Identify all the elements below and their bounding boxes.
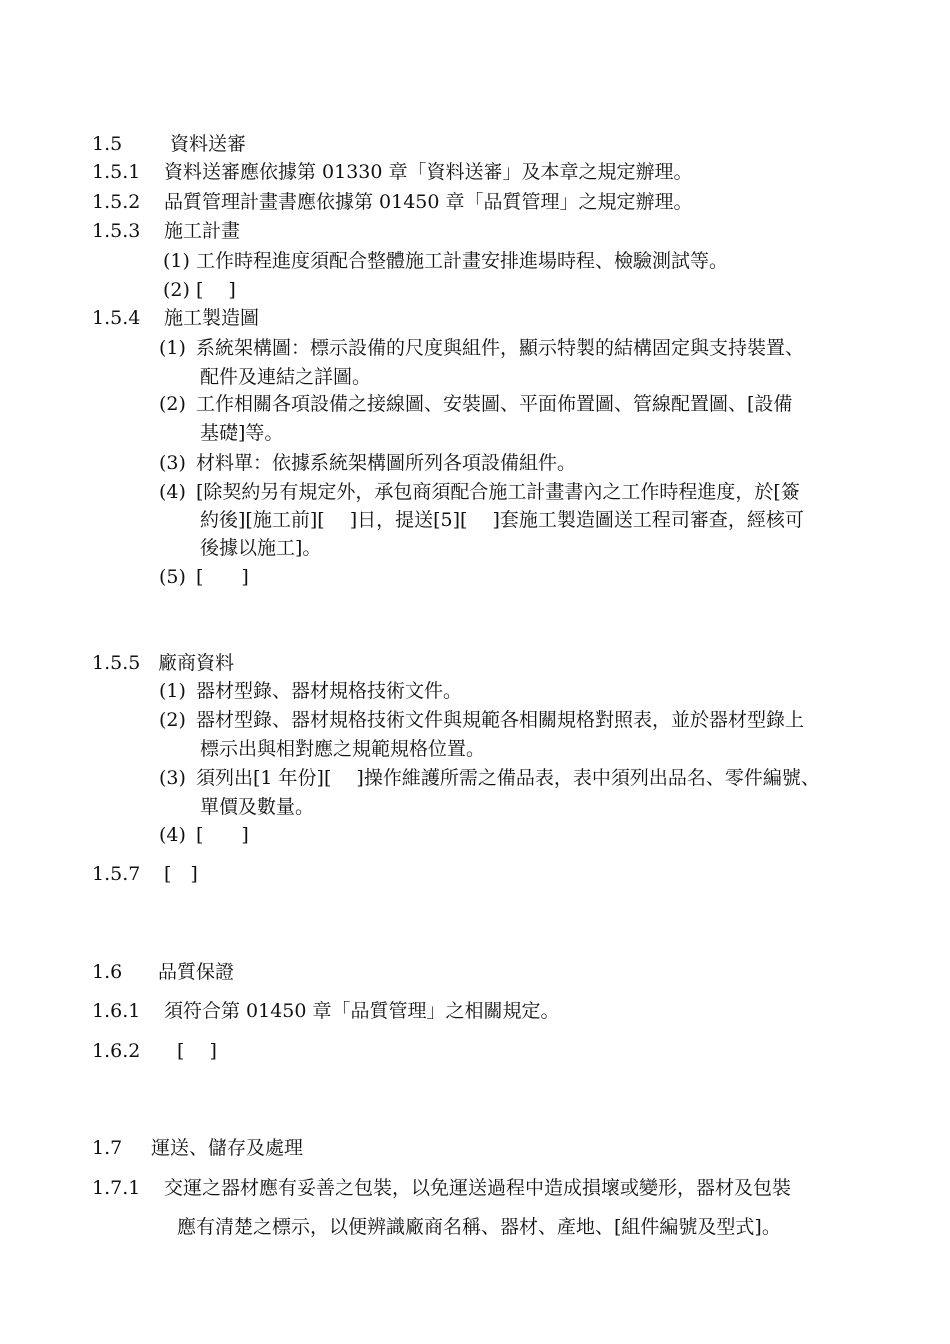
clause-number: 1.6.1 <box>92 1000 141 1022</box>
clause-1-6-1 <box>92 998 560 1024</box>
clause-1-5-5-heading <box>92 650 235 676</box>
clause-text: 資料送審應依據第 01330 章「資料送審」及本章之規定辦理。 <box>164 161 693 183</box>
clause-text: 須符合第 01450 章「品質管理」之相關規定。 <box>164 1000 560 1022</box>
list-item-label: (5) <box>159 566 186 588</box>
clause-1-5-7 <box>92 861 198 887</box>
list-item-label: (3) <box>159 767 186 789</box>
clause-number: 1.5.4 <box>92 307 141 329</box>
list-item <box>159 450 577 476</box>
section-1-5-heading <box>92 131 247 157</box>
list-item <box>159 822 249 848</box>
list-item-text: 系統架構圖：標示設備的尺度與組件，顯示特製的結構固定與支持裝置、 <box>196 337 805 359</box>
list-item-label: (4) <box>159 481 186 503</box>
clause-text-continuation: 應有清楚之標示，以便辨識廠商名稱、器材、產地、[組件編號及型式]。 <box>177 1216 781 1238</box>
list-item-continuation: 單價及數量。 <box>200 796 315 818</box>
list-item-label: (1) <box>159 680 186 702</box>
list-item-text: 須列出[1 年份][ ]操作維護所需之備品表，表中須列出品名、零件編號、 <box>196 767 820 789</box>
list-item-text: [ ] <box>196 824 249 846</box>
list-item <box>159 707 805 733</box>
section-number: 1.5 <box>92 133 123 155</box>
list-item-continuation: 約後][施工前][ ]日，提送[5][ ]套施工製造圖送工程司審查，經核可 <box>200 509 804 531</box>
list-item-label: (3) <box>159 452 186 474</box>
clause-1-7-1 <box>92 1175 792 1201</box>
list-item-label: (2) <box>159 393 186 415</box>
list-item-label: (1) <box>159 337 186 359</box>
list-item-label: (4) <box>159 824 186 846</box>
list-item <box>159 765 820 791</box>
clause-title: 廠商資料 <box>158 652 235 674</box>
list-item-continuation: 後據以施工]。 <box>200 537 322 559</box>
clause-number: 1.5.5 <box>92 652 141 674</box>
list-item-text: 器材型錄、器材規格技術文件。 <box>196 680 463 702</box>
list-item-text: [ ] <box>196 566 249 588</box>
section-title: 資料送審 <box>170 133 247 155</box>
clause-text: 交運之器材應有妥善之包裝，以免運送過程中造成損壞或變形，器材及包裝 <box>164 1177 792 1199</box>
clause-number: 1.7.1 <box>92 1177 141 1199</box>
section-number: 1.7 <box>92 1137 123 1159</box>
clause-1-5-3-heading <box>92 218 241 244</box>
clause-text: 品質管理計畫書應依據第 01450 章「品質管理」之規定辦理。 <box>164 191 693 213</box>
section-title: 品質保證 <box>158 961 235 983</box>
clause-number: 1.5.1 <box>92 161 141 183</box>
clause-text: [ ] <box>177 1040 217 1062</box>
list-item-text: 材料單：依據系統架構圖所列各項設備組件。 <box>196 452 577 474</box>
list-item-label: (2) <box>159 709 186 731</box>
clause-1-5-1 <box>92 159 693 185</box>
list-item: (1) 工作時程進度須配合整體施工計畫安排進場時程、檢驗測試等。 <box>163 250 728 272</box>
list-item <box>159 678 463 704</box>
clause-1-5-4-heading <box>92 305 260 331</box>
list-item-continuation: 配件及連結之詳圖。 <box>200 366 372 388</box>
clause-1-5-2 <box>92 189 693 215</box>
clause-text: [ ] <box>164 863 198 885</box>
clause-number: 1.5.3 <box>92 220 141 242</box>
clause-title: 施工製造圖 <box>164 307 260 329</box>
section-1-7-heading <box>92 1135 304 1161</box>
clause-number: 1.5.2 <box>92 191 141 213</box>
clause-1-6-2 <box>92 1038 217 1064</box>
list-item <box>159 391 793 417</box>
list-item-continuation: 標示出與相對應之規範規格位置。 <box>200 738 486 760</box>
list-item <box>159 335 805 361</box>
list-item <box>159 479 800 505</box>
clause-number: 1.6.2 <box>92 1040 141 1062</box>
clause-title: 施工計畫 <box>164 220 241 242</box>
section-title: 運送、儲存及處理 <box>151 1137 304 1159</box>
list-item-continuation: 基礎]等。 <box>200 422 284 444</box>
section-1-6-heading <box>92 959 235 985</box>
list-item-text: [除契約另有規定外，承包商須配合施工計畫書內之工作時程進度，於[簽 <box>196 481 800 503</box>
list-item <box>159 564 249 590</box>
list-item: (2) [ ] <box>163 279 236 301</box>
clause-number: 1.5.7 <box>92 863 141 885</box>
section-number: 1.6 <box>92 961 123 983</box>
list-item-text: 器材型錄、器材規格技術文件與規範各相關規格對照表，並於器材型錄上 <box>196 709 805 731</box>
list-item-text: 工作相關各項設備之接線圖、安裝圖、平面佈置圖、管線配置圖、[設備 <box>196 393 793 415</box>
